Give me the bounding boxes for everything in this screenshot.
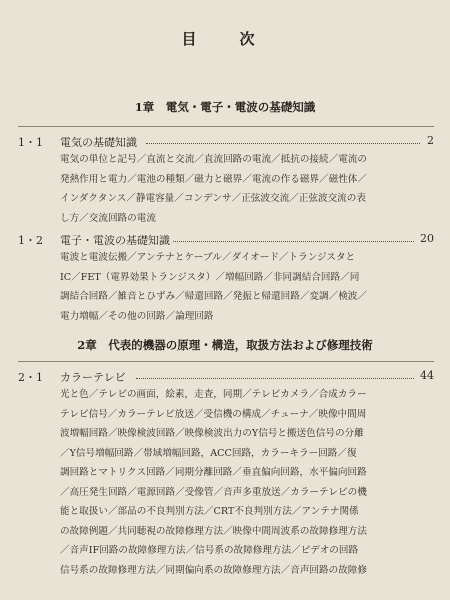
section-title: 電子・電波の基礎知識 (60, 234, 170, 247)
description-line: 電力増幅／その他の回路／論理回路 (60, 310, 214, 322)
page-number: 2 (427, 134, 434, 147)
page-title: 目 次 (181, 30, 269, 48)
chapter-divider (18, 361, 434, 362)
description-line: 波増幅回路／映像検波回路／映像検波出力のY信号と搬送色信号の分離 (60, 428, 364, 439)
chapter-divider (18, 126, 434, 127)
description-line: 能と取扱い／部品の不良判別方法／CRT不良判別方法／アンテナ関係 (60, 506, 359, 517)
toc-entry[interactable] (18, 369, 434, 385)
description-line: 光と色／テレビの画面，絵素，走査，同期／テレビカメラ／合成カラー (60, 389, 367, 400)
description-line: 電波と電波伝搬／アンテナとケーブル／ダイオード／トランジスタと (60, 252, 356, 263)
description-line: テレビ信号／カラーテレビ放送／受信機の構成／チューナ／映像中間周 (60, 408, 367, 420)
description-line: の故障例題／共同聴視の故障修理方法／映像中間周波系の故障修理方法 (60, 525, 367, 537)
description-line: ／音声IF回路の故障修理方法／信号系の故障修理方法／ビデオの回路 (60, 545, 359, 556)
page-number: 44 (420, 369, 434, 382)
description-line: ／高圧発生回路／電源回路／受像管／音声多重放送／カラーテレビの機 (60, 486, 367, 498)
chapter-heading: 1章 電気・電子・電波の基礎知識 (134, 100, 316, 114)
dot-leader (173, 241, 414, 242)
description-line: 調回路とマトリクス回路／同期分離回路／垂直偏向回路，水平偏向回路 (60, 467, 367, 478)
toc-entry[interactable] (18, 232, 434, 248)
description-line: ／Y信号増幅回路／帯域増幅回路，ACC回路，カラーキラー回路／復 (60, 447, 357, 459)
toc-entry[interactable] (18, 134, 434, 150)
section-title: 電気の基礎知識 (60, 136, 137, 149)
description-line: し方／交流回路の電流 (60, 212, 156, 224)
section-number: 2・1 (18, 371, 43, 384)
description-line: 調結合回路／雑音とひずみ／帰還回路／発振と帰還回路／変調／検波／ (60, 291, 367, 302)
description-line: インダクタンス／静電容量／コンデンサ／正弦波交流／正弦波交流の表 (60, 193, 366, 204)
description-line: 信号系の故障修理方法／同期偏向系の故障修理方法／音声回路の故障修 (60, 564, 367, 576)
section-description (60, 150, 432, 228)
chapter-heading: 2章 代表的機器の原理・構造，取扱方法および修理技術 (77, 338, 373, 352)
description-line: 電気の単位と記号／直流と交流／直流回路の電流／抵抗の接続／電流の (60, 154, 367, 165)
dot-leader (136, 378, 414, 379)
section-description (60, 385, 432, 580)
section-description (60, 248, 432, 326)
section-number: 1・2 (18, 234, 43, 247)
dot-leader (146, 143, 420, 144)
section-title: カラーテレビ (60, 371, 126, 384)
section-number: 1・1 (18, 136, 43, 149)
description-line: 発熱作用と電力／電池の種類／磁力と磁界／電流の作る磁界／磁性体／ (60, 173, 367, 185)
description-line: IC／FET（電界効果トランジスタ）／増幅回路／非同調結合回路／同 (60, 271, 360, 283)
page-number: 20 (420, 232, 434, 245)
